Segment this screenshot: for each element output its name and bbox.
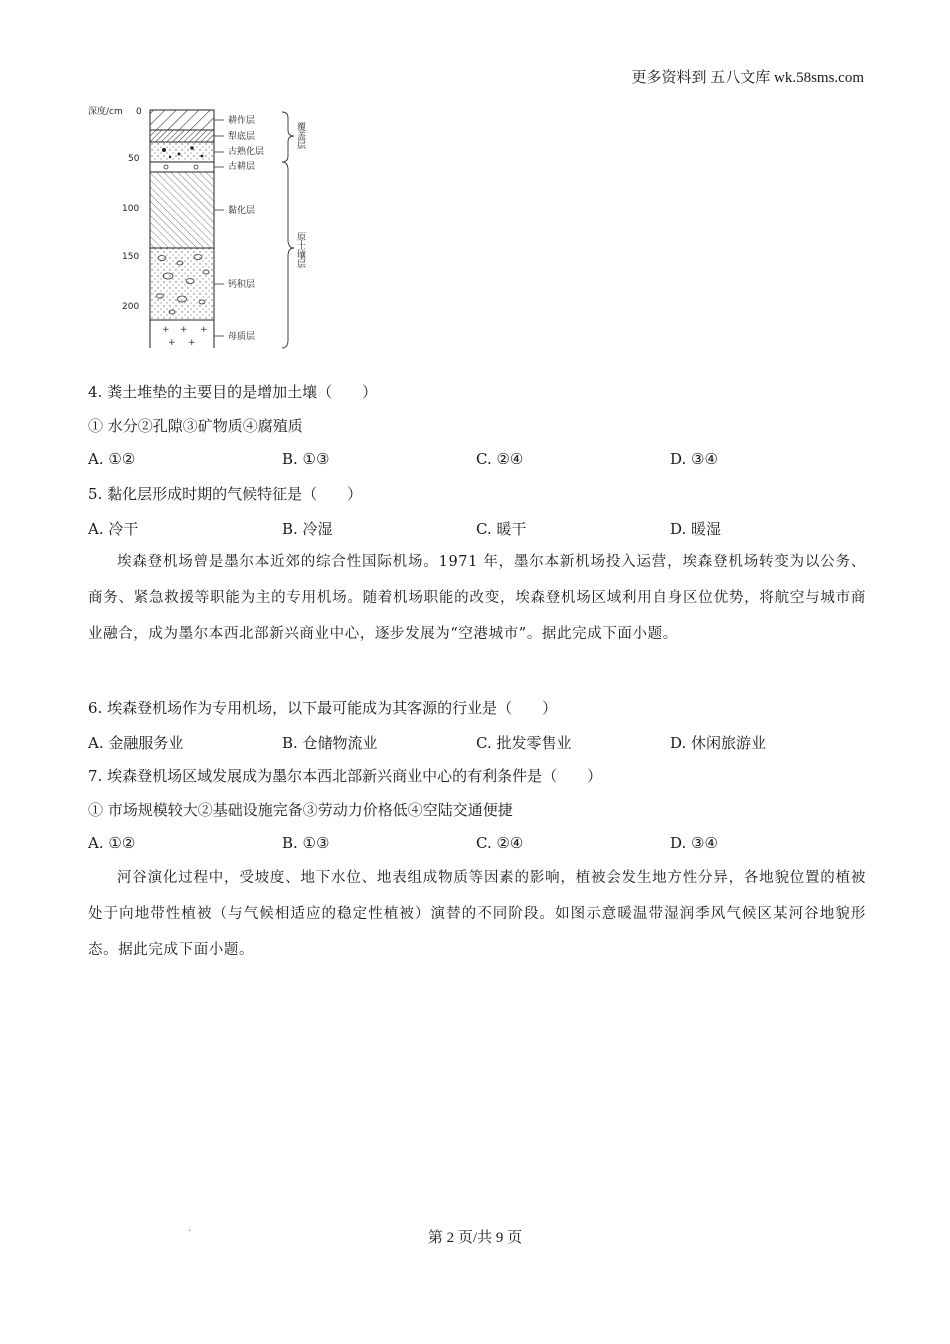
q6-option-a[interactable]: A. 金融服务业 [88, 734, 184, 752]
svg-text:+: + [168, 338, 176, 348]
q6-option-d[interactable]: D. 休闲旅游业 [670, 734, 767, 752]
page-number: 第 2 页/共 9 页 [427, 1230, 523, 1246]
group-label-cover: 覆盖层 [295, 122, 305, 149]
q7-option-d[interactable]: D. ③④ [670, 834, 718, 852]
q6-stem: 6. 埃森登机场作为专用机场，以下最可能成为其客源的行业是（ ） [88, 699, 558, 717]
q7-stem: 7. 埃森登机场区域发展成为墨尔本西北部新兴商业中心的有利条件是（ ） [88, 767, 603, 785]
group-label-original: 原土壤层 [295, 232, 305, 268]
svg-text:+: + [200, 325, 208, 335]
q4-items: ① 水分②孔隙③矿物质④腐殖质 [88, 417, 303, 435]
depth-axis-label: 深度/cm [88, 107, 123, 117]
q4-options [88, 450, 868, 470]
tick-50: 50 [128, 154, 140, 164]
layer-label-plow-pan: 犁底层 [228, 132, 256, 142]
site-header: 更多资料到 五八文库 wk.58sms.com [631, 70, 864, 86]
q4-option-b[interactable]: B. ①③ [282, 450, 330, 468]
q6-option-c[interactable]: C. 批发零售业 [476, 734, 572, 752]
q7-items: ① 市场规模较大②基础设施完备③劳动力价格低④空陆交通便捷 [88, 801, 513, 819]
layer-label-parent: 母质层 [228, 332, 256, 342]
q5-options [88, 518, 868, 538]
q6-option-b[interactable]: B. 仓储物流业 [282, 734, 378, 752]
q4-option-a[interactable]: A. ①② [88, 450, 136, 468]
q7-options [88, 834, 868, 854]
layer-label-calcic: 钙积层 [228, 280, 256, 290]
q5-option-d[interactable]: D. 暖湿 [670, 520, 722, 538]
svg-text:+: + [188, 338, 196, 348]
passage-river-valley: 河谷演化过程中，受坡度、地下水位、地表组成物质等因素的影响，植被会发生地方性分异，各地貌位置的植被处于向地带性植被（与气候相适应的稳定性植被）演替的不同阶段。如图示意暖温带湿润季风气候区某河谷地貌形态。据此完成下面小题。 [88, 870, 866, 958]
tick-150: 150 [122, 252, 140, 262]
tick-0: 0 [136, 107, 142, 117]
q5-option-c[interactable]: C. 暖干 [476, 520, 527, 538]
q4-option-d[interactable]: D. ③④ [670, 450, 718, 468]
layer-label-clay: 黏化层 [228, 206, 256, 216]
layer-label-ancient-tillage: 古耕层 [228, 162, 256, 172]
soil-profile-figure [84, 100, 324, 354]
q7-option-c[interactable]: C. ②④ [476, 834, 524, 852]
layer-label-ancient-mature: 古熟化层 [228, 147, 265, 157]
q7-option-a[interactable]: A. ①② [88, 834, 136, 852]
q6-options [88, 732, 868, 752]
svg-text:+: + [180, 325, 188, 335]
q4-option-c[interactable]: C. ②④ [476, 450, 524, 468]
footer-mark: · [188, 1226, 192, 1237]
q4-stem: 4. 粪土堆垫的主要目的是增加土壤（ ） [88, 383, 378, 401]
q5-option-a[interactable]: A. 冷干 [88, 520, 139, 538]
tick-100: 100 [122, 204, 140, 214]
q5-option-b[interactable]: B. 冷湿 [282, 520, 333, 538]
passage-airport: 埃森登机场曾是墨尔本近郊的综合性国际机场。1971 年，墨尔本新机场投入运营，埃森登机场转变为以公务、商务、紧急救援等职能为主的专用机场。随着机场职能的改变，埃森登机场区域利用自身区位优势，将航空与城市商业融合，成为墨尔本西北部新兴商业中心，逐步发展为“空港城市”。据此完成下面小题。 [88, 554, 866, 642]
layer-label-tillage: 耕作层 [228, 116, 256, 126]
q5-stem: 5. 黏化层形成时期的气候特征是（ ） [88, 485, 363, 503]
tick-200: 200 [122, 302, 140, 312]
svg-text:+: + [162, 325, 170, 335]
q7-option-b[interactable]: B. ①③ [282, 834, 330, 852]
